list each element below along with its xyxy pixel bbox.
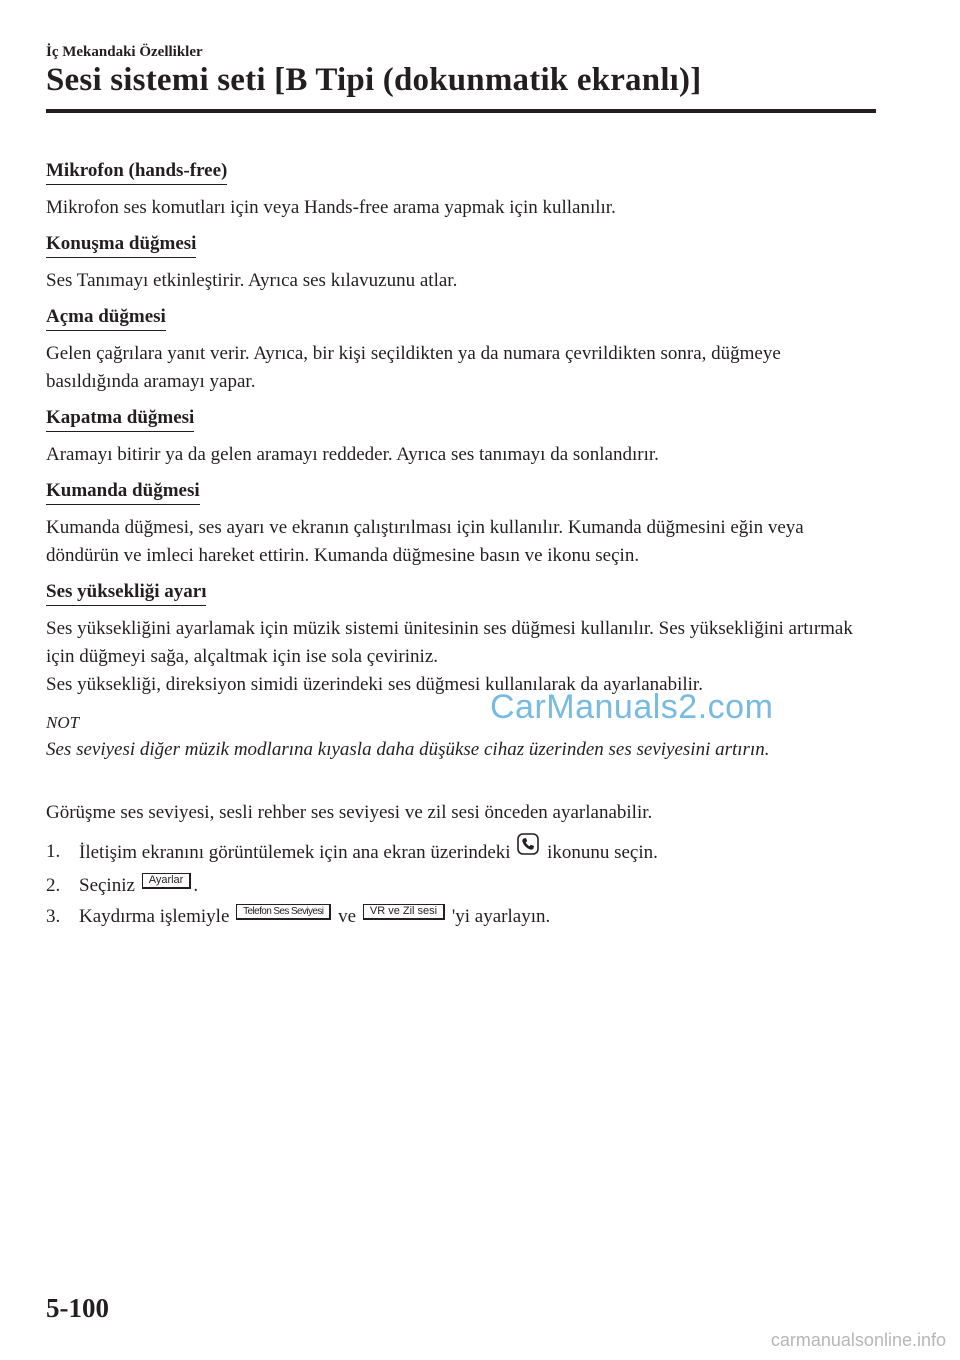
- section-ses-yuksekligi: [46, 581, 866, 699]
- section-body: Gelen çağrılara yanıt verir. Ayrıca, bir kişi seçildikten ya da numara çevrildikten sonra, düğmeye basıldığında aramayı yapar.: [46, 343, 781, 392]
- step-item: [46, 838, 866, 869]
- step-number: 3.: [46, 906, 61, 927]
- phone-icon: [517, 833, 539, 864]
- step-number: 1.: [46, 841, 61, 862]
- vr-zil-sesi-button[interactable]: VR ve Zil sesi: [363, 904, 445, 920]
- step-text: ve: [338, 906, 357, 927]
- section-konusma: [46, 233, 866, 295]
- intro-text: Görüşme ses seviyesi, sesli rehber ses seviyesi ve zil sesi önceden ayarlanabilir.: [46, 802, 653, 823]
- step-number: 2.: [46, 875, 61, 896]
- section-heading: Konuşma düğmesi: [46, 233, 196, 258]
- page-number: 5-100: [46, 1293, 109, 1323]
- section-kumanda: [46, 480, 866, 570]
- section-mikrofon: [46, 160, 866, 222]
- section-body: Ses yüksekliğini ayarlamak için müzik sistemi ünitesinin ses düğmesi kullanılır. Ses yüksekliğini artırmak için düğmeyi sağa, alçaltmak için ise sola çeviriniz.: [46, 618, 853, 667]
- step-item: [46, 903, 866, 931]
- section-heading: Mikrofon (hands-free): [46, 160, 227, 185]
- title-rule: [46, 109, 876, 113]
- step-text: ikonunu seçin.: [547, 841, 658, 863]
- step-text: .: [193, 875, 199, 896]
- step-text: İletişim ekranını görüntülemek için ana ekran üzerindeki: [79, 841, 511, 863]
- ayarlar-button[interactable]: Ayarlar: [142, 873, 192, 889]
- telefon-ses-seviyesi-button[interactable]: Telefon Ses Seviyesi: [236, 904, 331, 920]
- note-text: Ses seviyesi diğer müzik modlarına kıyasla daha düşükse cihaz üzerinden ses seviyesini artırın.: [46, 739, 770, 760]
- section-acma: [46, 306, 866, 396]
- section-kapatma: [46, 407, 866, 469]
- step-text: 'yi ayarlayın.: [451, 906, 551, 927]
- step-item: [46, 872, 866, 900]
- section-body: Kumanda düğmesi, ses ayarı ve ekranın çalıştırılması için kullanılır. Kumanda düğmesini eğin veya döndürün ve imleci hareket ettirin. Kumanda düğmesine basın ve ikonu seçin.: [46, 517, 804, 566]
- note-label: NOT: [46, 713, 80, 732]
- section-body: Mikrofon ses komutları için veya Hands-free arama yapmak için kullanılır.: [46, 197, 616, 218]
- section-body: Aramayı bitirir ya da gelen aramayı reddeder. Ayrıca ses tanımayı da sonlandırır.: [46, 444, 659, 465]
- steps-list: [46, 838, 866, 931]
- section-heading: Kapatma düğmesi: [46, 407, 194, 432]
- footer-watermark: carmanualsonline.info: [770, 1330, 946, 1350]
- section-heading: Açma düğmesi: [46, 306, 166, 331]
- content: [46, 160, 866, 934]
- page-title: Sesi sistemi seti [B Tipi (dokunmatik ekranlı)]: [46, 62, 702, 98]
- section-heading: Ses yüksekliği ayarı: [46, 581, 206, 606]
- section-body: Ses Tanımayı etkinleştirir. Ayrıca ses kılavuzunu atlar.: [46, 270, 458, 291]
- section-body-2: Ses yüksekliği, direksiyon simidi üzerindeki ses düğmesi kullanılarak da ayarlanabilir.: [46, 674, 703, 695]
- step-text: Kaydırma işlemiyle: [79, 906, 230, 927]
- chapter-label: İç Mekandaki Özellikler: [46, 44, 203, 60]
- watermark: CarManuals2.com: [490, 688, 774, 726]
- step-text: Seçiniz: [79, 875, 135, 896]
- section-heading: Kumanda düğmesi: [46, 480, 200, 505]
